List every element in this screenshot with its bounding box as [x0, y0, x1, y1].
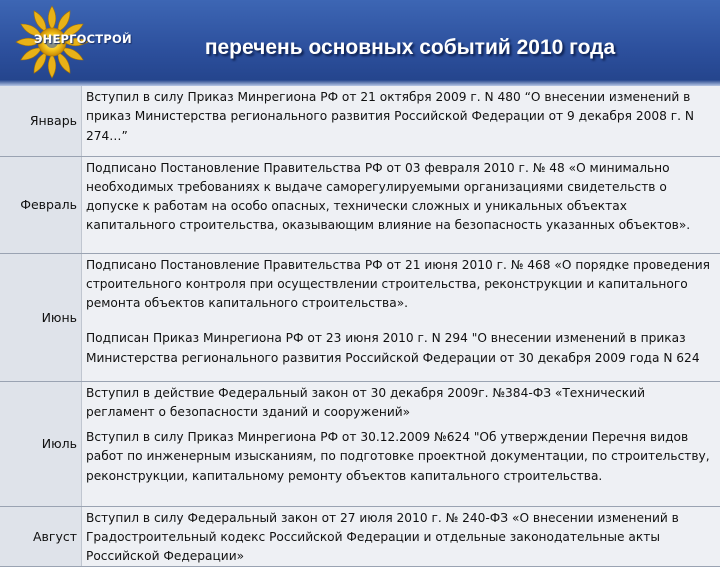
events-cell [82, 253, 720, 381]
header-banner [0, 0, 720, 86]
events-cell [82, 506, 720, 567]
page-title: перечень основных событий 2010 года [130, 36, 690, 60]
event-text: Вступил в действие Федеральный закон от 30 декабря 2009г. №384-ФЗ «Технический регламент о безопасности зданий и сооружений» [82, 382, 720, 423]
logo-text: ЭНЕРГОСТРОЙ [34, 32, 132, 46]
month-cell: Январь [0, 86, 82, 156]
month-cell: Июнь [0, 253, 82, 381]
events-cell [82, 86, 720, 156]
table-row [0, 253, 720, 381]
event-text: Вступил в силу Приказ Минрегиона РФ от 30.12.2009 №624 "Об утверждении Перечня видов работ по инженерным изысканиям, по подготовке проектной документации, по строительству, реконструкции, капитальному ремонту объектов капитального строительства. [82, 426, 720, 486]
table-row [0, 381, 720, 506]
month-cell: Август [0, 506, 82, 567]
event-text: Подписано Постановление Правительства РФ от 21 июня 2010 г. № 468 «О порядке проведения строительного контроля при осуществлении строительства, реконструкции и капитального ремонта объектов капитального строительства». [82, 254, 720, 314]
events-table [0, 86, 720, 567]
table-row [0, 86, 720, 156]
table-row [0, 506, 720, 567]
event-text: Подписан Приказ Минрегиона РФ от 23 июня 2010 г. N 294 "О внесении изменений в приказ Министерства регионального развития Российской Федерации от 30 декабря 2009 года N 624 [82, 327, 720, 368]
event-text: Вступил в силу Приказ Минрегиона РФ от 21 октября 2009 г. N 480 “О внесении изменений в приказ Министерства регионального развития Российской Федерации от 9 декабря 2008 г. N 274…” [82, 86, 720, 146]
event-text: Вступил в силу Федеральный закон от 27 июля 2010 г. № 240-ФЗ «О внесении изменений в Градостроительный кодекс Российской Федерации и отдельные законодательные акты Российской Федерации» [82, 507, 720, 567]
table-row [0, 156, 720, 253]
events-cell [82, 156, 720, 253]
month-cell: Июль [0, 381, 82, 506]
month-cell: Февраль [0, 156, 82, 253]
event-text: Подписано Постановление Правительства РФ от 03 февраля 2010 г. № 48 «О минимально необходимых требованиях к выдаче саморегулируемыми организациями свидетельств о допуске к работам на особо опасных, технически сложных и уникальных объектах капитального строительства, оказывающим влияние на безопасность указанных объектов». [82, 157, 720, 236]
events-cell [82, 381, 720, 506]
